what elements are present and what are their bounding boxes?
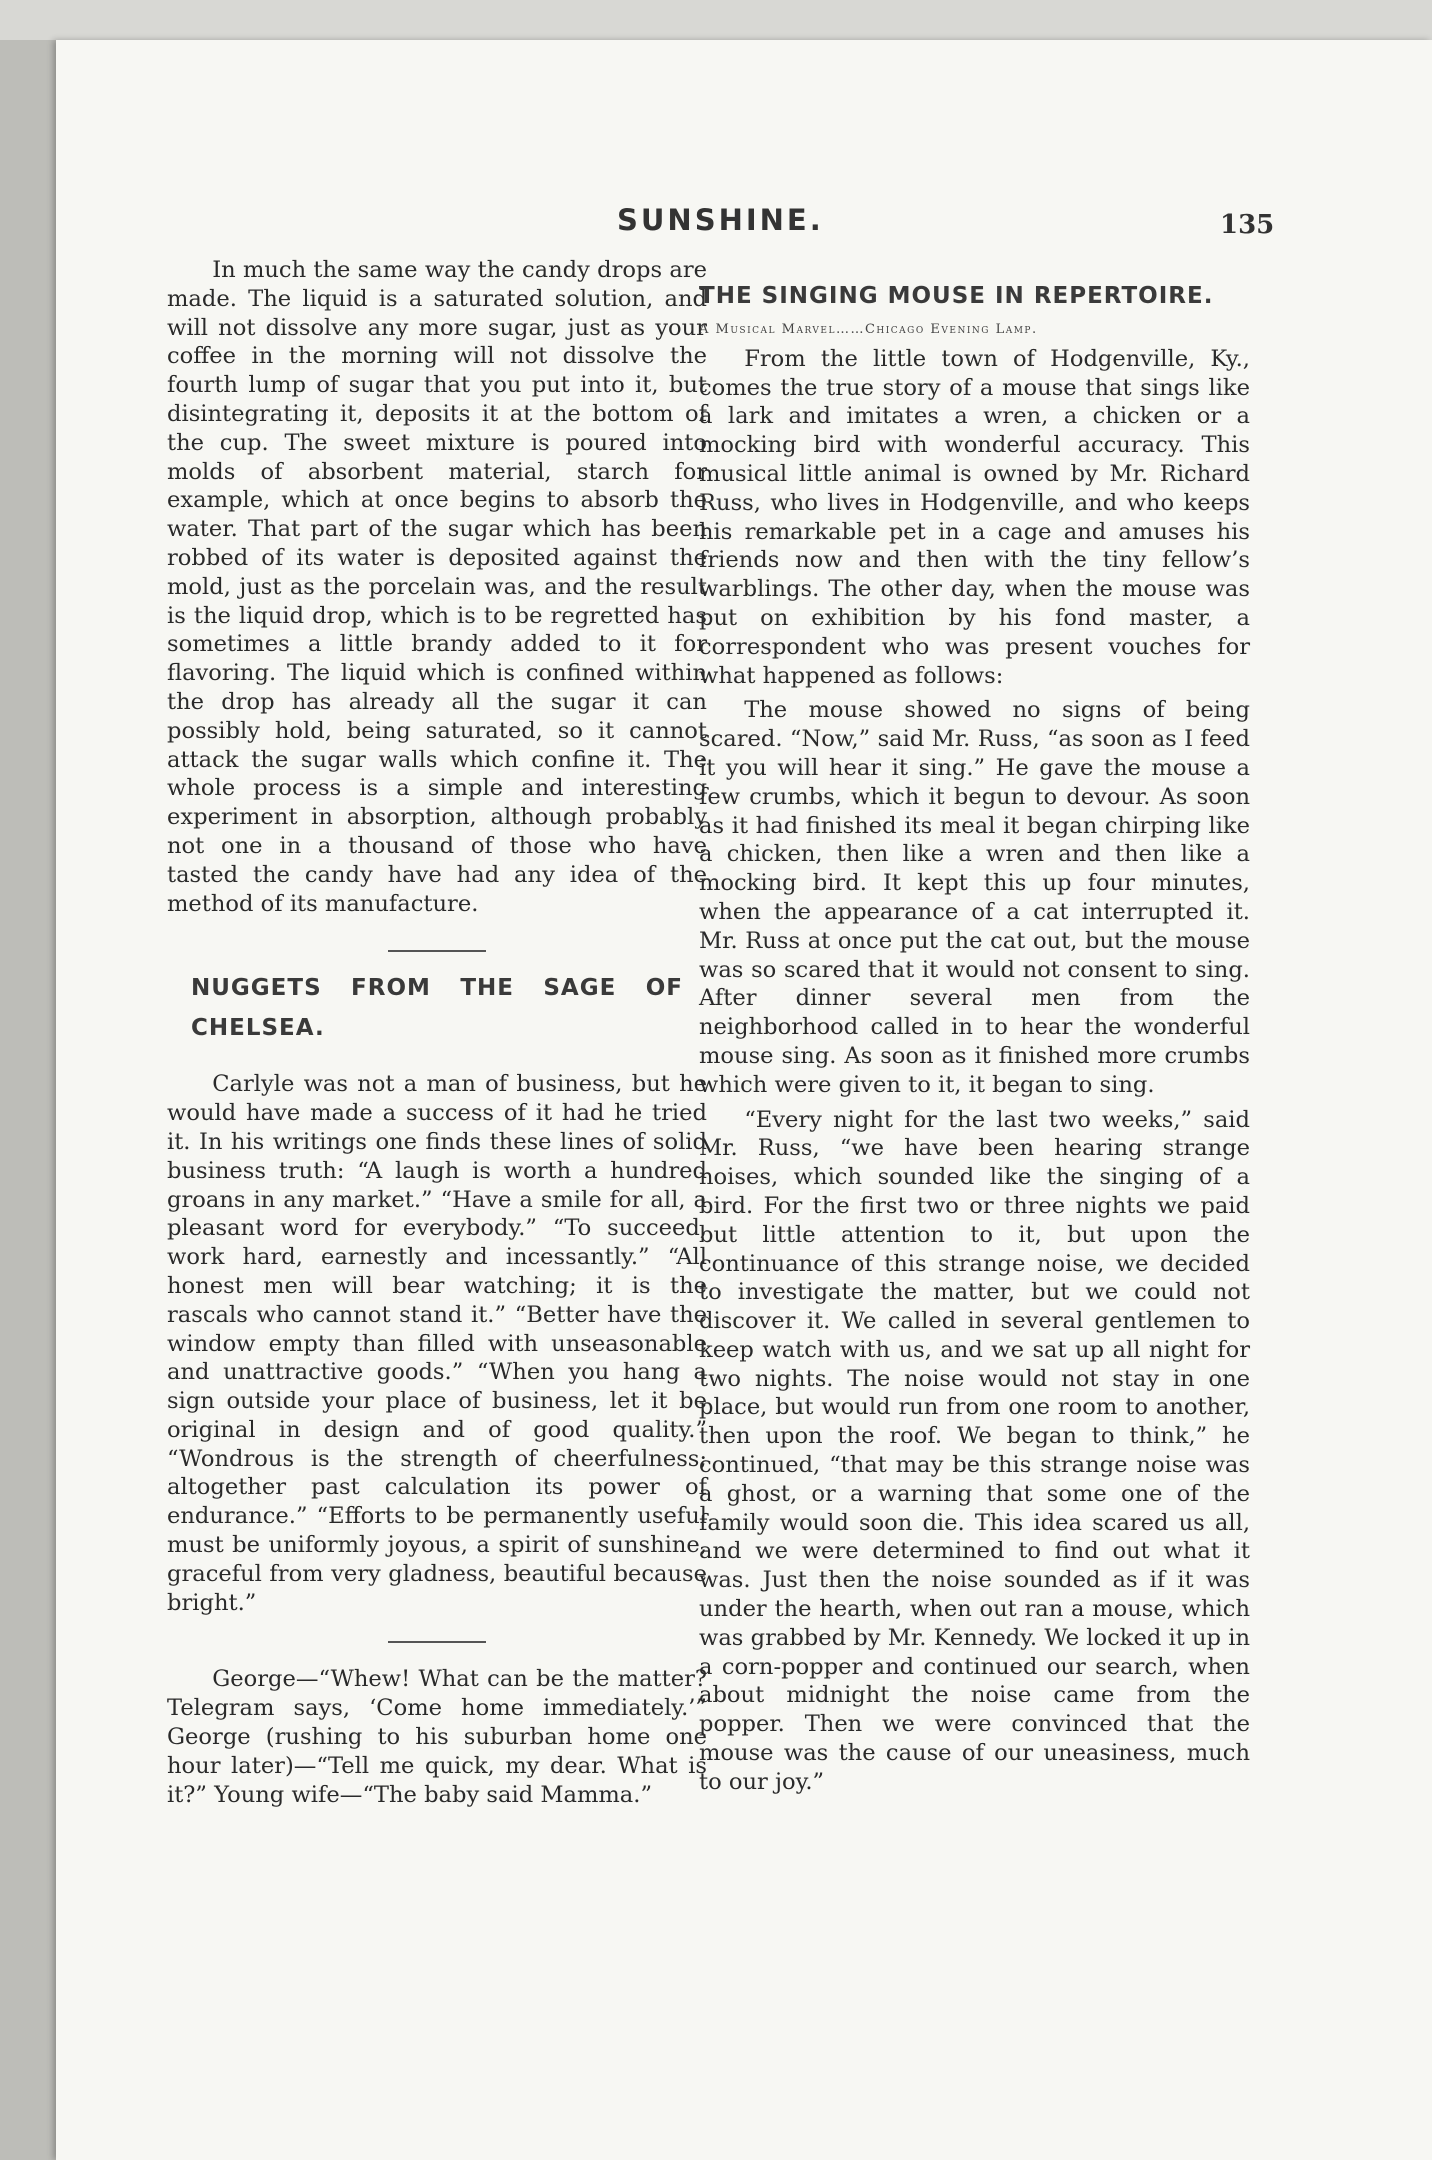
candy-paragraph: In much the same way the candy drops are made. The liquid is a saturated solution, and will not dissolve any more sugar, just as your coffee in the morning will not dissolve the fourth lump of sugar that you put into it, but disintegrating it, deposits it at the bottom of the cup. The sweet mixture is poured into molds of absorbent material, starch for example, which at once begins to absorb the water. That part of the sugar which has been robbed of its water is deposited against the mold, just as the porcelain was, and the result is the liquid drop, which is to be regretted has sometimes a little brandy added to it for flavoring. The liquid which is confined within the drop has already all the sugar it can possibly hold, being saturated, so it cannot attack the sugar walls which confine it. The whole process is a simple and interesting experiment in absorption, although probably not one in a thousand of those who have tasted the candy have had any idea of the method of its manufacture.: [167, 257, 707, 917]
section-divider: [388, 950, 486, 952]
section-divider: [388, 1641, 486, 1643]
nuggets-body: Carlyle was not a man of business, but he would have made a success of it had he tried it. In his writings one finds these lines of solid business truth: “A laugh is worth a hundred groans in any market.” “Have a smile for all, a pleasant word for everybody.” “To succeed, work hard, earnestly and incessantly.” “All honest men will bear watching; it is the rascals who cannot stand it.” “Better have the window empty than filled with unseasonable and unattractive goods.” “When you hang a sign outside your place of business, let it be original in design and of good quality.” “Wondrous is the strength of cheerfulness; altogether past calculation its power of endurance.” “Efforts to be permanently useful must be uniformly joyous, a spirit of sunshine, graceful from very gladness, beautiful because bright.”: [167, 1071, 707, 1616]
mouse-paragraph-2: The mouse showed no signs of being scared. “Now,” said Mr. Russ, “as soon as I feed it you will hear it sing.” He gave the mouse a few crumbs, which it begun to devour. As soon as it had finished its meal it began chirping like a chicken, then like a wren and then like a mocking bird. It kept this up four minutes, when the appearance of a cat interrupted it. Mr. Russ at once put the cat out, but the mouse was so scared that it would not consent to sing. After dinner several men from the neighborhood called in to hear the wonderful mouse sing. As soon as it finished more crumbs which were given to it, it began to sing.: [699, 697, 1250, 1098]
running-head: SUNSHINE.: [617, 203, 824, 237]
mouse-source: A Musical Marvel……Chicago Evening Lamp.: [699, 322, 1038, 337]
nuggets-title: NUGGETS FROM THE SAGE OF CHELSEA.: [191, 975, 683, 1042]
page-number: 135: [1220, 210, 1275, 240]
mouse-paragraph-3: “Every night for the last two weeks,” said Mr. Russ, “we have been hearing strange noises, which sounded like the singing of a bird. For the first two or three nights we paid but little attention to it, but upon the continuance of this strange noise, we decided to investigate the matter, but we could not discover it. We called in several gentlemen to keep watch with us, and we sat up all night for two nights. The noise would not stay in one place, but would run from one room to another, then upon the roof. We began to think,” he continued, “that may be this strange noise was a ghost, or a warning that some one of the family would soon die. This idea scared us all, and we were determined to find out what it was. Just then the noise sounded as if it was under the hearth, when out ran a mouse, which was grabbed by Mr. Kennedy. We locked it up in a corn-popper and continued our search, when about midnight the noise came from the popper. Then we were convinced that the mouse was the cause of our uneasiness, much to our joy.”: [699, 1106, 1250, 1795]
george-joke: George—“Whew! What can be the matter? Telegram says, ‘Come home immediately.’” George (rushing to his suburban home one hour later)—“Tell me quick, my dear. What is it?” Young wife—“The baby said Mamma.”: [167, 1666, 707, 1808]
left-column: [167, 256, 707, 1809]
mouse-title: THE SINGING MOUSE IN REPERTOIRE.: [699, 283, 1214, 309]
mouse-paragraph-1: From the little town of Hodgenville, Ky., comes the true story of a mouse that sings like a lark and imitates a wren, a chicken or a mocking bird with wonderful accuracy. This musical little animal is owned by Mr. Richard Russ, who lives in Hodgenville, and who keeps his remarkable pet in a cage and amuses his friends now and then with the tiny fellow’s warblings. The other day, when the mouse was put on exhibition by his fond master, a correspondent who was present vouches for what happened as follows:: [699, 345, 1250, 689]
page-edge: [0, 40, 56, 2160]
right-column: [699, 276, 1250, 1797]
